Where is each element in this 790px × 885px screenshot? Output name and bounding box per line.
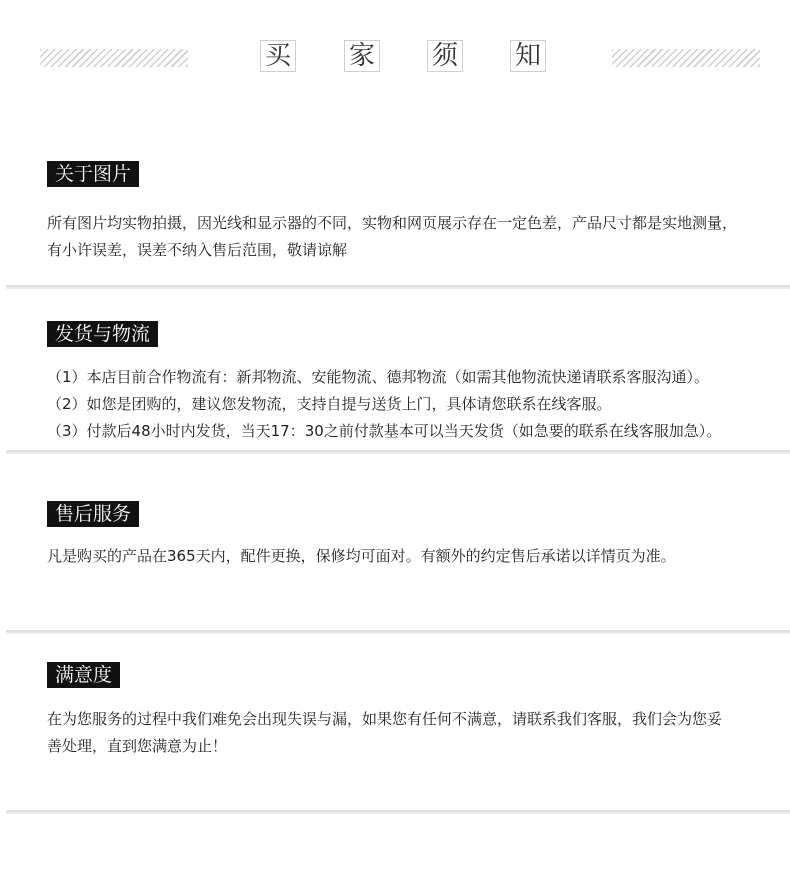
section-line: 有小许误差，误差不纳入售后范围，敬请谅解 [47, 241, 348, 259]
section-body [47, 210, 782, 264]
section-line: 所有图片均实物拍摄，因光线和显示器的不同，实物和网页展示存在一定色差，产品尺寸都是实地测量， [47, 214, 738, 232]
page-header [0, 0, 790, 120]
section-line: 善处理，直到您满意为止！ [47, 737, 228, 755]
section-line: （3）付款后48小时内发货，当天17：30之前付款基本可以当天发货（如急要的联系在线客服加急）。 [47, 422, 722, 440]
section-label: 关于图片 [47, 161, 139, 187]
title-char: 家 [344, 40, 380, 72]
section-label: 售后服务 [47, 501, 139, 527]
section-line: （1）本店目前合作物流有：新邦物流、安能物流、德邦物流（如需其他物流快递请联系客服沟通）。 [47, 368, 710, 386]
section-divider [6, 810, 790, 814]
decorative-stripes-right [612, 49, 760, 67]
section-body [47, 543, 782, 570]
page-title [260, 40, 550, 76]
section-divider [6, 450, 790, 454]
section-divider [6, 285, 790, 289]
title-char: 买 [260, 40, 296, 72]
title-char: 知 [510, 40, 546, 72]
section-line: （2）如您是团购的，建议您发物流，支持自提与送货上门，具体请您联系在线客服。 [47, 395, 612, 413]
section-line: 在为您服务的过程中我们难免会出现失误与漏，如果您有任何不满意，请联系我们客服，我们会为您妥 [47, 710, 723, 728]
title-char: 须 [427, 40, 463, 72]
section-divider [6, 630, 790, 634]
section-label: 发货与物流 [47, 321, 158, 347]
section-line: 凡是购买的产品在365天内，配件更换，保修均可面对。有额外的约定售后承诺以详情页为准。 [47, 547, 676, 565]
section-body [47, 706, 782, 760]
decorative-stripes-left [40, 49, 188, 67]
section-body [47, 364, 782, 445]
section-label: 满意度 [47, 662, 120, 688]
